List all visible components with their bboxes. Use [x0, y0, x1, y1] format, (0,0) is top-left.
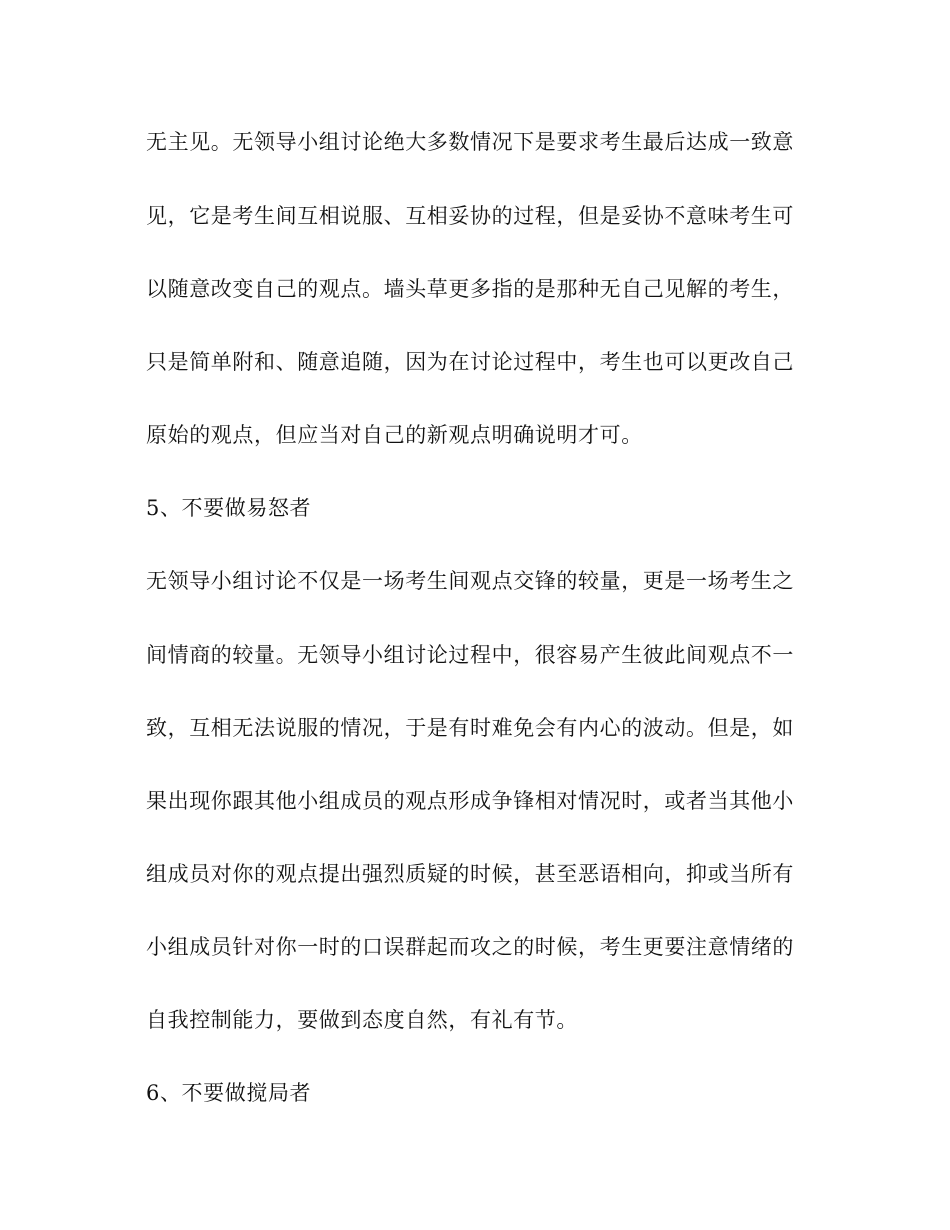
- paragraph-line: 无领导小组讨论不仅是一场考生间观点交锋的较量，更是一场考生之: [146, 569, 794, 593]
- paragraph-line: 果出现你跟其他小组成员的观点形成争锋相对情况时，或者当其他小: [146, 789, 794, 813]
- paragraph-line: 间情商的较量。无领导小组讨论过程中，很容易产生彼此间观点不一: [146, 643, 794, 667]
- paragraph-line: 无主见。无领导小组讨论绝大多数情况下是要求考生最后达成一致意: [146, 130, 794, 154]
- paragraph-line: 见，它是考生间互相说服、互相妥协的过程，但是妥协不意味考生可: [146, 204, 794, 228]
- paragraph-line: 组成员对你的观点提出强烈质疑的时候，甚至恶语相向，抑或当所有: [146, 862, 794, 886]
- section-heading: 5、不要做易怒者: [146, 496, 312, 520]
- paragraph-line: 致，互相无法说服的情况，于是有时难免会有内心的波动。但是，如: [146, 716, 794, 740]
- paragraph-line: 原始的观点，但应当对自己的新观点明确说明才可。: [146, 423, 643, 447]
- section-heading: 6、不要做搅局者: [146, 1081, 312, 1105]
- paragraph-line: 只是简单附和、随意追随，因为在讨论过程中，考生也可以更改自己: [146, 350, 794, 374]
- paragraph-line: 自我控制能力，要做到态度自然，有礼有节。: [146, 1008, 578, 1032]
- paragraph-line: 以随意改变自己的观点。墙头草更多指的是那种无自己见解的考生，: [146, 277, 794, 301]
- paragraph-line: 小组成员针对你一时的口误群起而攻之的时候，考生更要注意情绪的: [146, 935, 794, 959]
